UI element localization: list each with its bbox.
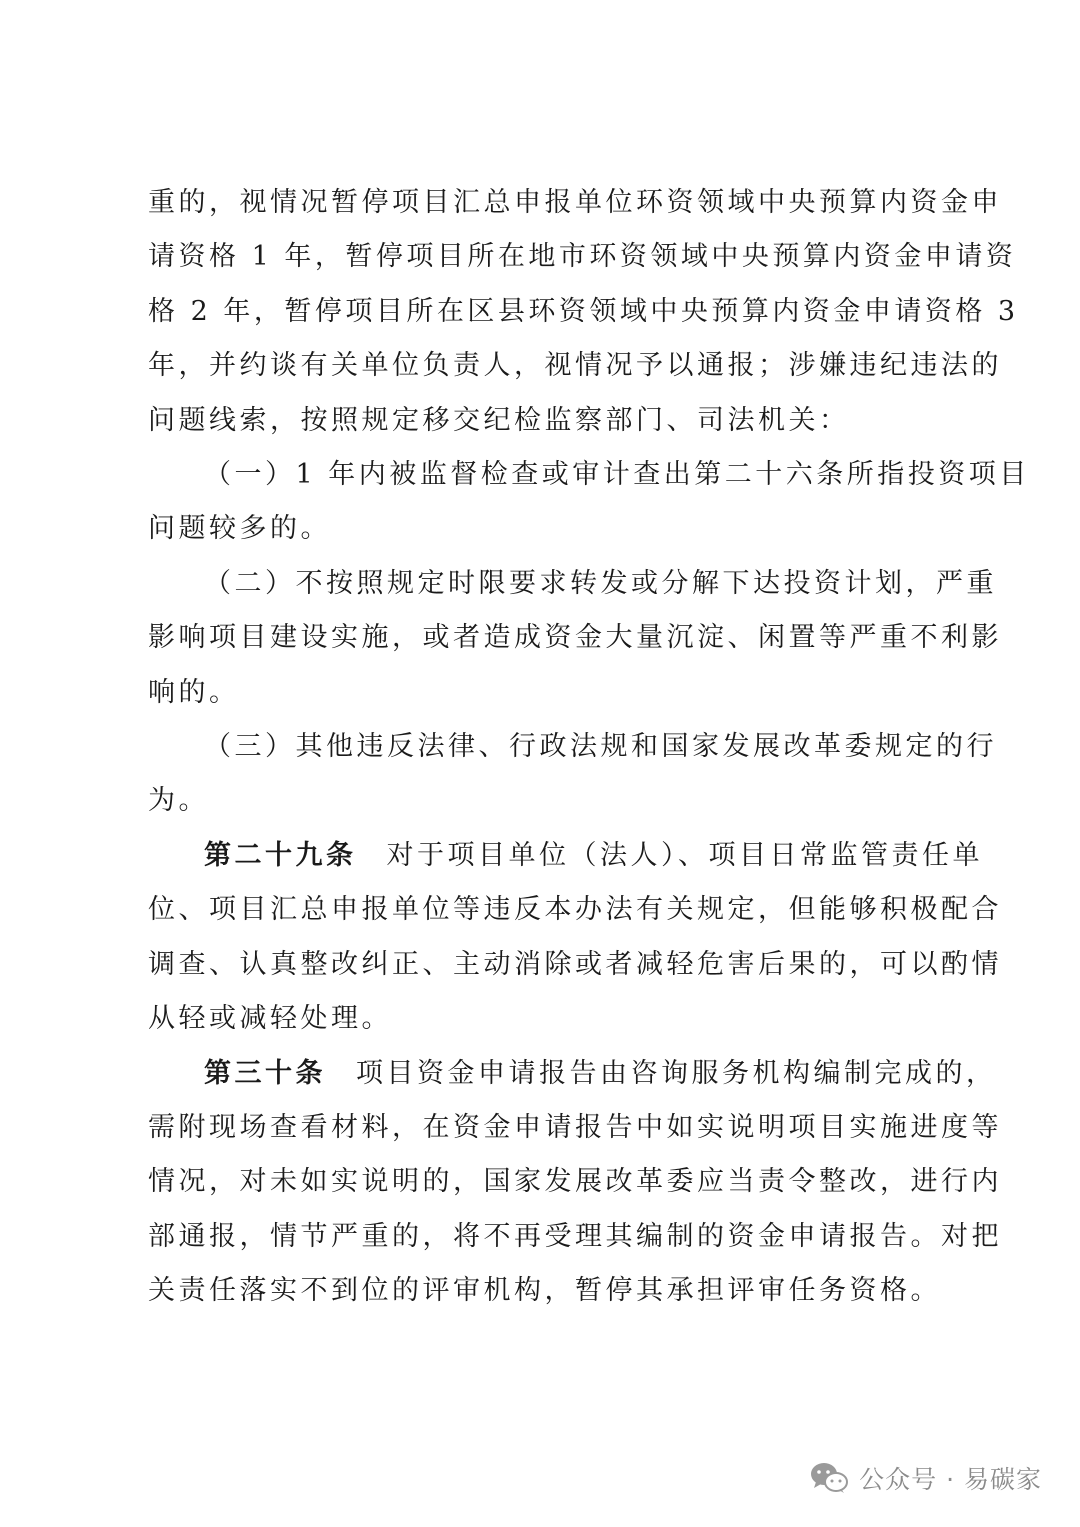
text-line: 年，并约谈有关单位负责人，视情况予以通报；涉嫌违纪违法的 [148,350,1002,382]
text-line: 问题线索，按照规定移交纪检监察部门、司法机关： [148,404,850,436]
text-line: （三）其他违反法律、行政法规和国家发展改革委规定的行 [204,731,997,763]
article-29 [148,829,1002,1047]
text-line: 响的。 [148,676,240,708]
wechat-watermark [809,1460,1042,1496]
text-line: 情况，对未如实说明的，国家发展改革委应当责令整改，进行内 [148,1166,1002,1198]
text-line: 部通报，情节严重的，将不再受理其编制的资金申请报告。对把 [148,1220,1002,1252]
text-line: 影响项目建设实施，或者造成资金大量沉淀、闲置等严重不利影 [148,622,1002,654]
article-29-first-line [148,829,983,883]
article-30-first-line [148,1047,997,1101]
watermark-text: 公众号 · 易碳家 [859,1465,1042,1494]
text-line: 问题较多的。 [148,513,331,545]
text-line: 从轻或减轻处理。 [148,1003,392,1035]
text-line: 请资格 1 年，暂停项目所在地市环资领域中央预算内资金申请资 [148,241,1017,273]
text-line: （二）不按照规定时限要求转发或分解下达投资计划，严重 [204,567,997,599]
article-30-heading: 第三十条 [204,1057,326,1089]
text-line: 位、项目汇总申报单位等违反本办法有关规定，但能够积极配合 [148,894,1002,926]
text-line: 需附现场查看材料，在资金申请报告中如实说明项目实施进度等 [148,1111,1002,1143]
wechat-icon [809,1461,849,1495]
article-30-first-text: 项目资金申请报告由咨询服务机构编制完成的， [356,1057,997,1089]
article-30 [148,1047,1002,1319]
text-line: 格 2 年，暂停项目所在区县环资领域中央预算内资金申请资格 3 [148,295,1019,327]
body-text-block-1 [148,176,1030,829]
text-line: （一）1 年内被监督检查或审计查出第二十六条所指投资项目 [204,459,1030,491]
text-line: 重的，视情况暂停项目汇总申报单位环资领域中央预算内资金申 [148,187,1002,218]
article-29-heading: 第二十九条 [204,839,357,871]
text-line: 关责任落实不到位的评审机构，暂停其承担评审任务资格。 [148,1275,941,1307]
document-page [148,176,1030,1319]
text-line: 调查、认真整改纠正、主动消除或者减轻危害后果的，可以酌情 [148,948,1002,980]
article-29-first-text: 对于项目单位（法人）、项目日常监管责任单 [386,839,983,871]
text-line: 为。 [148,785,209,817]
